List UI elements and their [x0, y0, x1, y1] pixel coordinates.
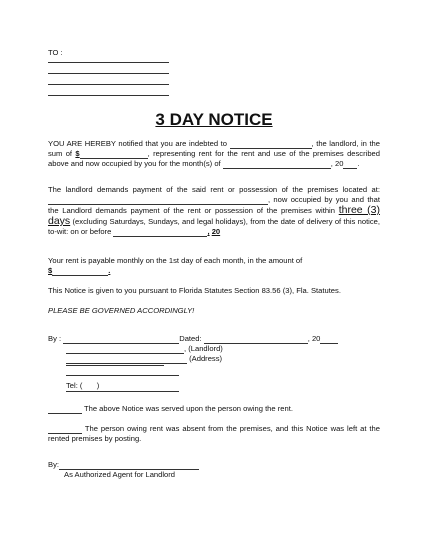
- p3-dot: .: [108, 266, 111, 275]
- to-address-line-3[interactable]: [48, 84, 169, 85]
- paragraph-governed: PLEASE BE GOVERNED ACCORDINGLY!: [48, 306, 195, 315]
- paragraph-rent-payable: [48, 256, 380, 276]
- address-field[interactable]: [66, 355, 187, 364]
- deadline-year: 20: [211, 227, 221, 236]
- address-line-3[interactable]: [66, 375, 179, 376]
- tel-row: [66, 381, 99, 391]
- landlord-label: , (Landlord): [184, 344, 223, 353]
- to-label: TO :: [48, 48, 63, 57]
- p1-text-e: .: [357, 159, 360, 168]
- address-label: (Address): [189, 354, 223, 363]
- p2-text-b: , now occupied by you and that the Landlord demands payment of the rent or possession of the premises within: [48, 195, 380, 215]
- p1-text-b: , the landlord, in the sum of: [48, 139, 381, 158]
- agent-row: [48, 460, 199, 470]
- by-label: By :: [48, 334, 62, 343]
- paragraph-demand: [48, 185, 380, 237]
- agent-signature-field[interactable]: [59, 461, 199, 470]
- address-line-2[interactable]: [66, 365, 164, 366]
- three-days-text: three (3) days: [48, 204, 380, 227]
- landlord-signature-field[interactable]: [63, 335, 179, 344]
- served-text-2: The person owing rent was absent from the premises, and this Notice was left at the rented premises by posting.: [48, 424, 380, 443]
- month-year-field[interactable]: [343, 159, 360, 169]
- p1-text-c: , representing rent for the rent and use of the premises described above and now occupied by you for the month(s) of: [48, 149, 380, 168]
- paragraph-indebted: [48, 139, 380, 169]
- dated-year-label: , 20: [307, 334, 321, 343]
- month-field[interactable]: [223, 160, 331, 169]
- address-row: [66, 354, 222, 364]
- landlord-name-field[interactable]: [66, 345, 184, 354]
- rent-dollar-sign: $: [48, 266, 53, 275]
- agent-label: As Authorized Agent for Landlord: [64, 470, 176, 479]
- agent-by-label: By:: [48, 460, 59, 469]
- to-address-line-4[interactable]: [48, 95, 169, 96]
- tenant-name-field[interactable]: [230, 140, 312, 149]
- tel-label: Tel: (: [66, 381, 83, 390]
- monthly-rent-field[interactable]: [52, 266, 111, 276]
- amount-dollar-sign: $: [75, 149, 80, 158]
- landlord-name-row: [66, 344, 223, 354]
- p2-text-a: The landlord demands payment of the said rent or possession of the premises located at:: [48, 185, 380, 194]
- served-checkbox-2[interactable]: [48, 425, 82, 434]
- served-text-1: The above Notice was served upon the person owing the rent.: [83, 404, 293, 413]
- p1-text-a: YOU ARE HEREBY notified that you are indebted to: [48, 139, 227, 148]
- page-title: 3 DAY NOTICE: [155, 110, 273, 129]
- tel-line[interactable]: [66, 391, 179, 392]
- to-address-line-1[interactable]: [48, 62, 169, 63]
- dated-field[interactable]: [204, 335, 308, 344]
- served-row-2: [48, 424, 380, 444]
- p3-text-a: Your rent is payable monthly on the 1st day of each month, in the amount of: [48, 256, 303, 265]
- premises-address-field[interactable]: [48, 196, 268, 205]
- p2-comma: ,: [207, 227, 210, 236]
- amount-field[interactable]: [80, 150, 148, 159]
- tel-close: ): [96, 381, 100, 390]
- p2-text-c: (excluding Saturdays, Sundays, and legal holidays), from the date of delivery of this notice, to-wit: on or before: [48, 217, 380, 236]
- served-row-1: [48, 404, 293, 414]
- paragraph-statute: This Notice is given to you pursuant to Florida Statutes Section 83.56 (3), Fla. Statutes.: [48, 286, 341, 295]
- to-address-line-2[interactable]: [48, 73, 169, 74]
- p1-text-d: , 20: [330, 159, 344, 168]
- dated-year-field[interactable]: [320, 335, 338, 344]
- signature-row: [48, 334, 338, 344]
- dated-label: Dated:: [179, 334, 202, 343]
- served-checkbox-1[interactable]: [48, 405, 82, 414]
- deadline-date-field[interactable]: [113, 227, 210, 237]
